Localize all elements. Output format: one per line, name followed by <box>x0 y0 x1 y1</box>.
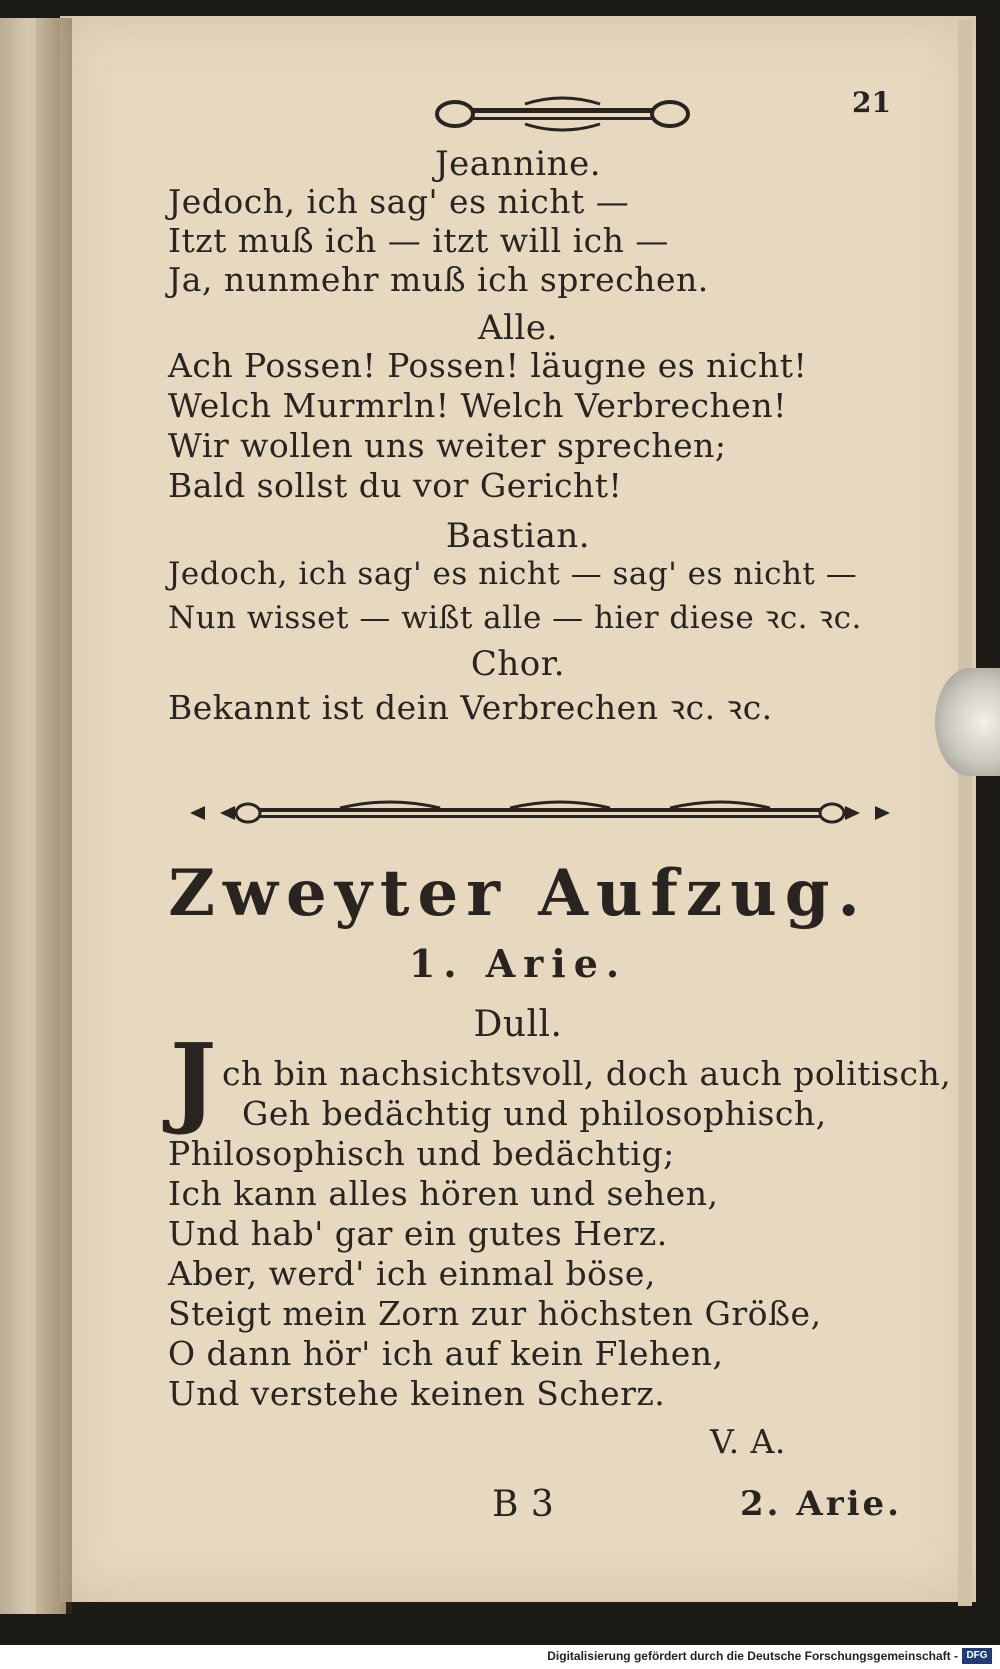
verse-line: Geh bedächtig und philosophisch, <box>242 1094 827 1133</box>
verse-line: Ja, nunmehr muß ich sprechen. <box>168 260 709 299</box>
top-ornament-icon <box>435 94 690 134</box>
speaker-bastian: Bastian. <box>445 516 591 556</box>
dfg-logo: DFG <box>962 1648 992 1664</box>
verse-line: Und hab' gar ein gutes Herz. <box>168 1214 668 1253</box>
digitization-notice: Digitalisierung gefördert durch die Deutsche Forschungsgemeinschaft - <box>547 1649 958 1663</box>
verse-line: Ach Possen! Possen! läugne es nicht! <box>168 346 808 385</box>
verse-line: Bekannt ist dein Verbrechen ꝛc. ꝛc. <box>168 688 773 727</box>
speaker-dull: Dull. <box>473 1004 563 1045</box>
verse-line: ch bin nachsichtsvoll, doch auch politisch, <box>222 1054 952 1093</box>
verse-line: O dann hör' ich auf kein Flehen, <box>168 1334 724 1373</box>
verse-line: Nun wisset — wißt alle — hier diese ꝛc. ꝛc. <box>168 600 862 636</box>
speaker-chor: Chor. <box>470 644 566 684</box>
act-title: Zweyter Aufzug. <box>168 856 868 931</box>
verse-line: Itzt muß ich — itzt will ich — <box>168 221 669 260</box>
verse-line: Jedoch, ich sag' es nicht — <box>168 182 630 221</box>
page-edge <box>958 20 972 1606</box>
drop-cap: J <box>170 1023 217 1138</box>
verse-line: Aber, werd' ich einmal böse, <box>168 1254 656 1293</box>
verse-line: Philosophisch und bedächtig; <box>168 1134 675 1173</box>
end-mark: V. A. <box>710 1422 786 1461</box>
verse-line: Welch Murmrln! Welch Verbrechen! <box>168 386 787 425</box>
verse-line: Und verstehe keinen Scherz. <box>168 1374 666 1413</box>
verse-line: Ich kann alles hören und sehen, <box>168 1174 719 1213</box>
verse-line: Steigt mein Zorn zur höchsten Größe, <box>168 1294 822 1333</box>
catchword: 2. Arie. <box>740 1484 903 1524</box>
page-number: 21 <box>852 86 891 119</box>
divider-ornament-icon <box>190 798 890 828</box>
verse-line: Jedoch, ich sag' es nicht — sag' es nicht — <box>168 556 858 592</box>
page-holder-clip <box>935 668 1000 776</box>
verse-line: Bald sollst du vor Gericht! <box>168 466 623 505</box>
speaker-jeannine: Jeannine. <box>434 144 602 184</box>
verse-line: Wir wollen uns weiter sprechen; <box>168 426 727 465</box>
book-gutter <box>36 18 72 1614</box>
signature-mark: B 3 <box>492 1484 555 1525</box>
aria-heading: 1. Arie. <box>408 941 628 986</box>
speaker-alle: Alle. <box>478 308 558 348</box>
